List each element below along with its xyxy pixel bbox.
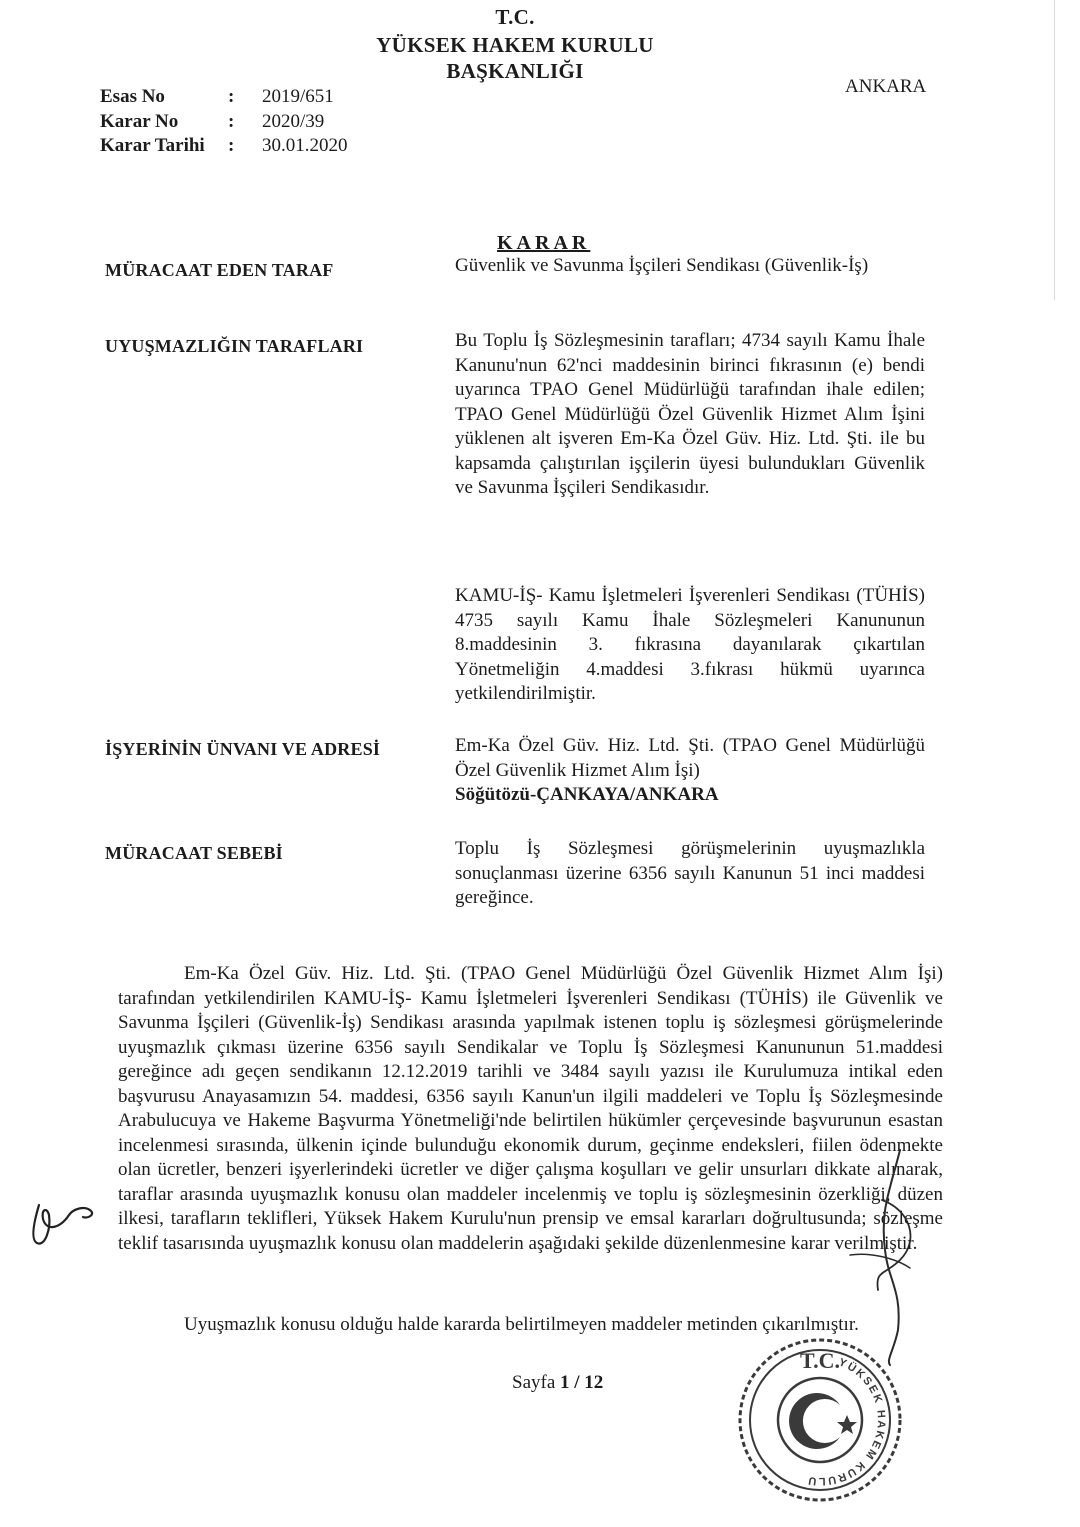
header-institution: YÜKSEK HAKEM KURULU [376, 33, 654, 57]
meta-label: Esas No [100, 86, 165, 107]
official-seal [735, 1335, 905, 1505]
meta-separator: : [228, 135, 235, 156]
meta-separator: : [228, 86, 235, 107]
header-presidency: BAŞKANLIĞI [446, 59, 584, 83]
workplace-text: Em-Ka Özel Güv. Hiz. Ltd. Şti. (TPAO Genel Müdürlüğü Özel Güvenlik Hizmet Alım İşi) [455, 735, 925, 781]
applicant-label: MÜRACAAT EDEN TARAF [105, 260, 334, 280]
meta-label: Karar No [100, 111, 179, 132]
meta-esas-no [100, 86, 334, 108]
page-current: 1 [560, 1372, 570, 1393]
workplace-label: İŞYERİNİN ÜNVANI VE ADRESİ [105, 739, 381, 759]
body-paragraph: Em-Ka Özel Güv. Hiz. Ltd. Şti. (TPAO Genel Müdürlüğü Özel Güvenlik Hizmet Alım İşi) tarafından yetkilendirilen KAMU-İŞ- Kamu İşletmeleri İşverenleri Sendikası (TÜHİS) ile Güvenlik ve Savunma İşçileri (Güvenlik-İş) Sendikası arasında yapılmak istenen toplu iş sözleşmesi görüşmelerinde uyuşmazlık çıkması üzerine 6356 sayılı Sendikalar ve Toplu İş Sözleşmesi Kanununun 51.maddesi gereğince adı geçen sendikanın 12.12.2019 tarihli ve 3484 sayılı yazısı ile Kurulumuza intikal eden başvurusu Anayasamızın 54. maddesi, 6356 sayılı Kanun'un ilgili maddeleri ve Toplu İş Sözleşmesinde Arabulucuya ve Hakeme Başvurma Yönetmeliği'nde belirtilen hükümler çerçevesinde başvurunun esastan incelenmesi sırasında, ülkenin içinde bulunduğu ekonomik durum, geçinme endeksleri, fiilen ödenmekte olan ücretler, benzeri işyerlerindeki ücretler ve diğer çalışma koşulları ve gelir unsurları dikkate alınarak, taraflar arasında uyuşmazlık konusu olan maddeler incelenmiş ve toplu iş sözleşmesinin özerkliği, düzen ilkesi, tarafların teklifleri, Yüksek Hakem Kurulu'nun prensip ve emsal kararları doğrultusunda; sözleşme teklif tasarısında uyuşmazlık konusu olan maddelerin aşağıdaki şekilde düzenlenmesine karar verilmiştir. [118, 963, 943, 1254]
decision-title: KARAR [497, 232, 591, 254]
header-city: ANKARA [845, 76, 927, 97]
parties-text: Bu Toplu İş Sözleşmesinin tarafları; 4734 sayılı Kamu İhale Kanunu'nun 62'nci maddesinin birinci fıkrasının (e) bendi uyarınca TPAO Genel Müdürlüğü tarafından ihale edilen; TPAO Genel Müdürlüğü Özel Güvenlik Hizmet Alım İşini yüklenen alt işveren Em-Ka Özel Güv. Hiz. Ltd. Şti. ile bu kapsamda çalıştırılan işçilerin üyesi bulundukları Güvenlik ve Savunma İşçileri Sendikasıdır. [455, 330, 925, 498]
handwritten-initial [25, 1185, 105, 1255]
meta-separator: : [228, 111, 235, 132]
meta-karar-tarihi [100, 135, 348, 157]
page-number [512, 1372, 603, 1394]
parties-authorization-text: KAMU-İŞ- Kamu İşletmeleri İşverenleri Sendikası (TÜHİS) 4735 sayılı Kamu İhale Sözleşmeleri Kanununun 8.maddesinin 3. fıkrasına dayanılarak çıkartılan Yönetmeliğin 4.maddesi 3.fıkrası hükmü uyarınca yetkilendirilmiştir. [455, 585, 925, 704]
meta-value: 2019/651 [262, 86, 334, 107]
page-separator: / [574, 1372, 580, 1393]
parties-label: UYUŞMAZLIĞIN TARAFLARI [105, 336, 364, 356]
seal-ring-text: YÜKSEK HAKEM KURULU [805, 1356, 888, 1488]
page-prefix: Sayfa [512, 1372, 556, 1393]
applicant-text: Güvenlik ve Savunma İşçileri Sendikası (Güvenlik-İş) [455, 255, 869, 276]
body-paragraph-closing: Uyuşmazlık konusu olduğu halde kararda belirtilmeyen maddeler metinden çıkarılmıştır. [184, 1314, 859, 1335]
meta-value: 30.01.2020 [262, 135, 348, 156]
meta-value: 2020/39 [262, 111, 325, 132]
reason-label: MÜRACAAT SEBEBİ [105, 843, 283, 863]
page-total: 12 [584, 1372, 604, 1393]
workplace-address: Söğütözü-ÇANKAYA/ANKARA [455, 784, 719, 805]
reason-text: Toplu İş Sözleşmesi görüşmelerinin uyuşmazlıkla sonuçlanması üzerine 6356 sayılı Kanunun 51 inci maddesi gereğince. [455, 838, 925, 908]
meta-karar-no [100, 111, 324, 133]
scan-edge-line [1054, 0, 1055, 300]
header-tc: T.C. [495, 5, 535, 29]
meta-label: Karar Tarihi [100, 135, 205, 156]
seal-center-text: T.C. [800, 1348, 840, 1373]
